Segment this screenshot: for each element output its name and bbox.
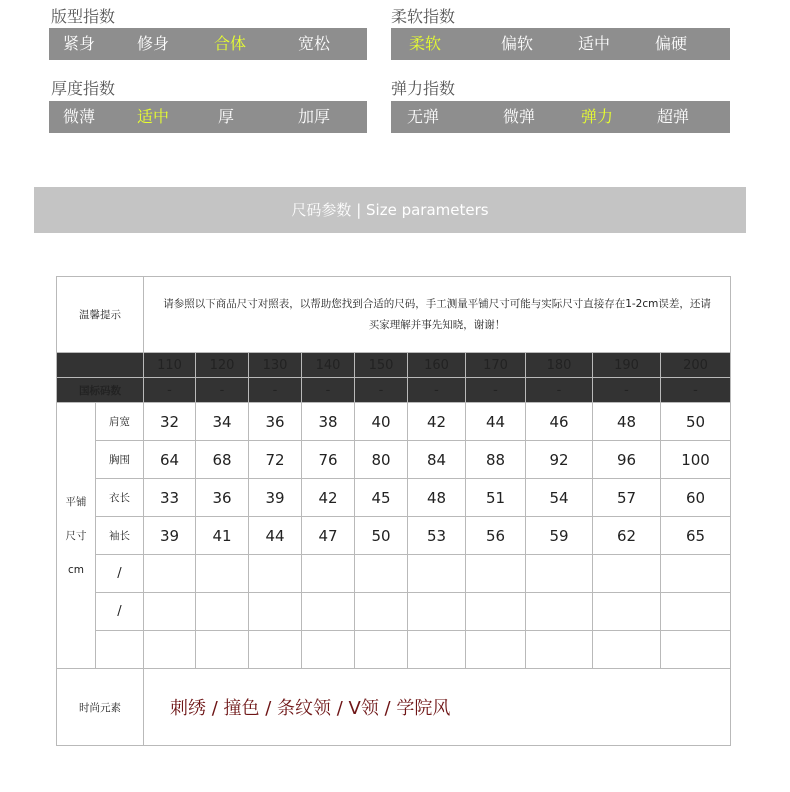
measurement-cell: 32 xyxy=(144,403,196,441)
measurement-cell: 65 xyxy=(661,517,731,555)
measurement-cell: 38 xyxy=(302,403,355,441)
size-cell: 200 xyxy=(661,353,731,378)
measurement-cell: 56 xyxy=(466,517,526,555)
measurement-cell: 84 xyxy=(408,441,466,479)
index-title: 厚度指数 xyxy=(51,79,116,98)
fashion-row xyxy=(57,669,731,746)
measurement-row xyxy=(57,555,731,593)
national-size-cell: - xyxy=(593,378,661,403)
tip-line: 请参照以下商品尺寸对照表，以帮助您找到合适的尺码，手工测量平铺尺寸可能与实际尺寸直接存在1-2cm误差，还请 xyxy=(163,297,711,310)
size-header-row xyxy=(57,353,731,378)
measurement-label: / xyxy=(96,593,144,631)
national-size-cell: - xyxy=(144,378,196,403)
fashion-label: 时尚元素 xyxy=(57,669,144,746)
size-header-corner xyxy=(57,353,144,378)
index-option: 微弹 xyxy=(503,107,536,126)
measurement-cell: 48 xyxy=(408,479,466,517)
national-size-cell: - xyxy=(661,378,731,403)
measurement-cell xyxy=(466,593,526,631)
index-bar xyxy=(49,28,367,60)
measurement-cell: 96 xyxy=(593,441,661,479)
measurement-cell xyxy=(661,555,731,593)
measurement-cell xyxy=(408,593,466,631)
measurement-cell xyxy=(466,631,526,669)
measurement-cell xyxy=(249,593,302,631)
size-cell: 110 xyxy=(144,353,196,378)
measurement-cell: 53 xyxy=(408,517,466,555)
index-option: 微薄 xyxy=(63,107,96,126)
measurement-label: 肩宽 xyxy=(96,403,144,441)
index-title: 版型指数 xyxy=(51,7,116,26)
flat-size-label-line: cm xyxy=(67,563,84,576)
measurement-cell xyxy=(355,555,408,593)
index-option: 无弹 xyxy=(407,107,440,126)
tip-label: 温馨提示 xyxy=(57,277,144,353)
index-option: 紧身 xyxy=(63,34,96,53)
measurement-cell: 41 xyxy=(196,517,249,555)
national-size-cell: - xyxy=(466,378,526,403)
size-cell: 180 xyxy=(526,353,593,378)
index-option: 宽松 xyxy=(298,34,331,53)
measurement-label xyxy=(96,631,144,669)
measurement-label: / xyxy=(96,555,144,593)
measurement-cell: 36 xyxy=(249,403,302,441)
measurement-cell xyxy=(196,555,249,593)
measurement-cell: 39 xyxy=(144,517,196,555)
flat-size-label xyxy=(57,403,96,669)
measurement-cell: 50 xyxy=(661,403,731,441)
measurement-cell xyxy=(302,631,355,669)
index-option: 修身 xyxy=(137,34,170,53)
measurement-cell: 42 xyxy=(302,479,355,517)
measurement-label: 衣长 xyxy=(96,479,144,517)
index-option-selected: 合体 xyxy=(214,34,247,53)
size-cell: 190 xyxy=(593,353,661,378)
measurement-cell: 39 xyxy=(249,479,302,517)
index-option: 偏软 xyxy=(501,34,534,53)
measurement-cell xyxy=(526,555,593,593)
measurement-cell: 68 xyxy=(196,441,249,479)
measurement-cell xyxy=(408,555,466,593)
size-cell: 150 xyxy=(355,353,408,378)
measurement-cell xyxy=(526,593,593,631)
index-option: 超弹 xyxy=(657,107,690,126)
index-option: 厚 xyxy=(218,107,235,126)
measurement-cell xyxy=(196,593,249,631)
measurement-cell: 34 xyxy=(196,403,249,441)
measurement-cell xyxy=(144,631,196,669)
index-option: 加厚 xyxy=(298,107,331,126)
index-option: 适中 xyxy=(578,34,611,53)
measurement-cell xyxy=(355,593,408,631)
measurement-cell: 48 xyxy=(593,403,661,441)
index-option-selected: 适中 xyxy=(137,107,170,126)
size-cell: 160 xyxy=(408,353,466,378)
measurement-cell xyxy=(408,631,466,669)
measurement-row xyxy=(57,479,731,517)
national-size-cell: - xyxy=(249,378,302,403)
size-table xyxy=(56,276,731,746)
size-cell: 120 xyxy=(196,353,249,378)
measurement-row xyxy=(57,631,731,669)
measurement-cell: 76 xyxy=(302,441,355,479)
measurement-cell xyxy=(355,631,408,669)
tip-line: 买家理解并事先知晓，谢谢！ xyxy=(368,318,506,331)
measurement-cell: 80 xyxy=(355,441,408,479)
index-title: 弹力指数 xyxy=(391,79,456,98)
measurement-cell xyxy=(302,555,355,593)
index-title: 柔软指数 xyxy=(391,7,456,26)
measurement-cell: 100 xyxy=(661,441,731,479)
measurement-cell: 33 xyxy=(144,479,196,517)
fashion-elements: 刺绣 / 撞色 / 条纹领 / V领 / 学院风 xyxy=(144,669,731,746)
tip-text xyxy=(144,277,731,353)
measurement-cell xyxy=(593,593,661,631)
measurement-cell: 36 xyxy=(196,479,249,517)
measurement-cell xyxy=(144,555,196,593)
size-cell: 130 xyxy=(249,353,302,378)
measurement-row xyxy=(57,403,731,441)
measurement-row xyxy=(57,593,731,631)
national-size-cell: - xyxy=(355,378,408,403)
measurement-cell xyxy=(526,631,593,669)
flat-size-label-line: 平铺 xyxy=(65,495,87,508)
measurement-cell xyxy=(661,593,731,631)
measurement-cell: 44 xyxy=(249,517,302,555)
size-parameters-banner: 尺码参数 | Size parameters xyxy=(34,187,746,233)
measurement-cell: 44 xyxy=(466,403,526,441)
national-size-cell: - xyxy=(196,378,249,403)
size-cell: 170 xyxy=(466,353,526,378)
measurement-cell: 42 xyxy=(408,403,466,441)
index-option-selected: 弹力 xyxy=(581,107,614,126)
measurement-cell: 46 xyxy=(526,403,593,441)
measurement-cell: 54 xyxy=(526,479,593,517)
index-option: 偏硬 xyxy=(655,34,688,53)
measurement-cell xyxy=(466,555,526,593)
national-size-cell: - xyxy=(302,378,355,403)
measurement-row xyxy=(57,517,731,555)
size-cell: 140 xyxy=(302,353,355,378)
index-bar xyxy=(49,101,367,133)
index-bar xyxy=(391,28,730,60)
measurement-cell: 92 xyxy=(526,441,593,479)
measurement-cell: 60 xyxy=(661,479,731,517)
index-bar xyxy=(391,101,730,133)
national-size-cell: - xyxy=(526,378,593,403)
measurement-cell xyxy=(593,631,661,669)
measurement-cell xyxy=(144,593,196,631)
measurement-cell: 72 xyxy=(249,441,302,479)
measurement-cell: 45 xyxy=(355,479,408,517)
measurement-cell: 40 xyxy=(355,403,408,441)
measurement-cell: 50 xyxy=(355,517,408,555)
measurement-label: 胸围 xyxy=(96,441,144,479)
measurement-cell xyxy=(196,631,249,669)
measurement-cell: 59 xyxy=(526,517,593,555)
measurement-cell: 57 xyxy=(593,479,661,517)
measurement-cell xyxy=(661,631,731,669)
measurement-cell xyxy=(302,593,355,631)
measurement-row xyxy=(57,441,731,479)
tip-row xyxy=(57,277,731,353)
measurement-cell: 64 xyxy=(144,441,196,479)
measurement-cell xyxy=(249,631,302,669)
national-size-label: 国标码数 xyxy=(57,378,144,403)
national-size-cell: - xyxy=(408,378,466,403)
measurement-cell: 62 xyxy=(593,517,661,555)
measurement-cell: 47 xyxy=(302,517,355,555)
measurement-cell xyxy=(249,555,302,593)
measurement-cell xyxy=(593,555,661,593)
flat-size-label-line: 尺寸 xyxy=(65,529,87,542)
index-option-selected: 柔软 xyxy=(409,34,442,53)
measurement-label: 袖长 xyxy=(96,517,144,555)
measurement-cell: 88 xyxy=(466,441,526,479)
measurement-cell: 51 xyxy=(466,479,526,517)
national-size-row xyxy=(57,378,731,403)
